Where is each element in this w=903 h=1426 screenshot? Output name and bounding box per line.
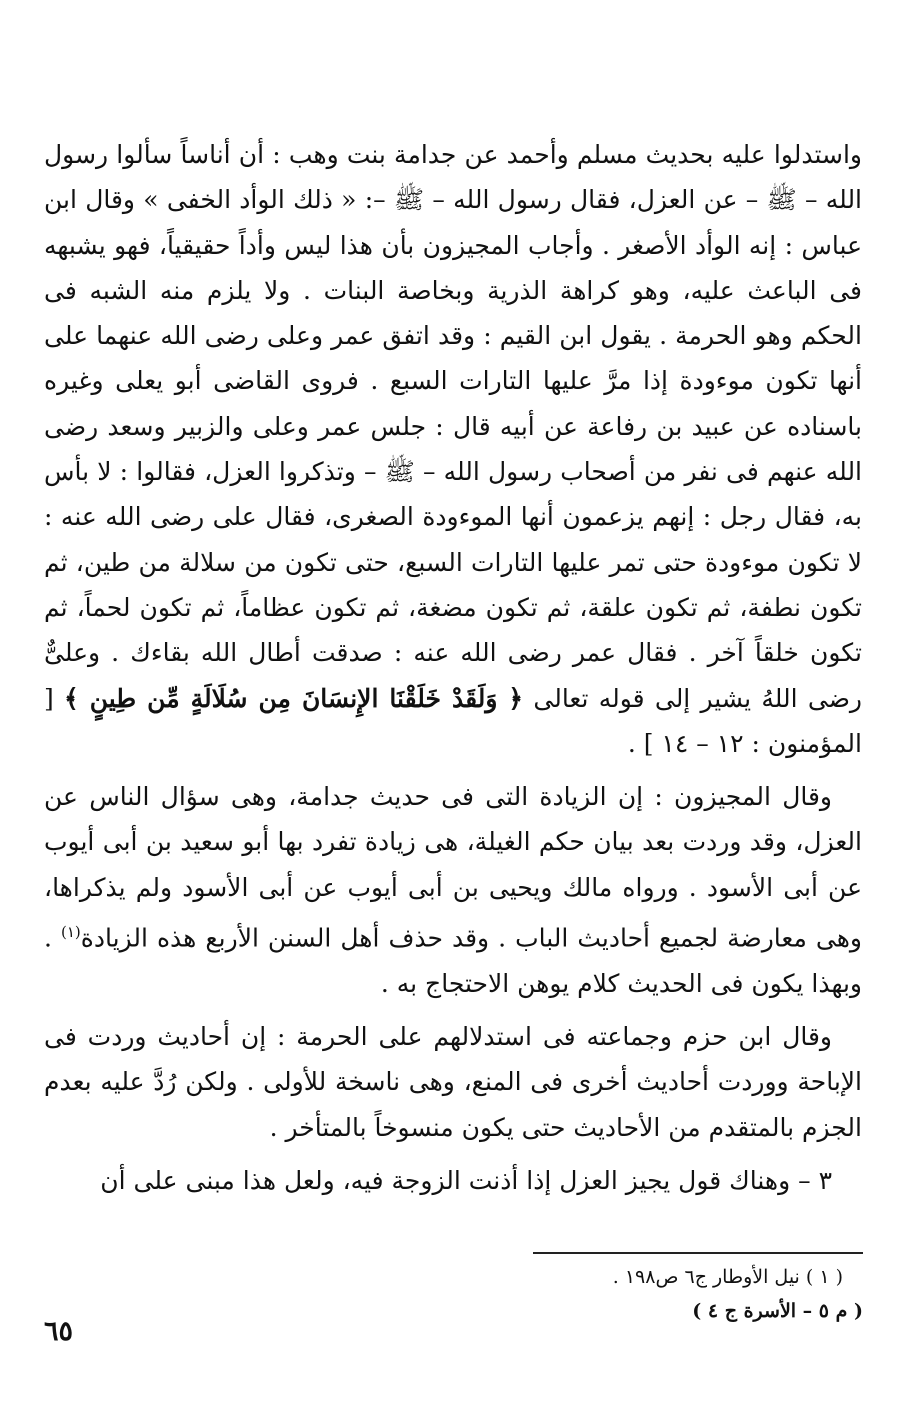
text-line: تكون لحماً، ثم تكون خلقاً آخر . فقال عمر رضى الله عنه : صدقت أطال الله (44, 592, 863, 668)
text-line: واستدلوا عليه بحديث مسلم وأحمد عن جدامة بنت وهب : أن أناساً سألوا (116, 140, 863, 169)
text-line: طين، ثم تكون نطفة، ثم تكون علقة، ثم تكون مضغة، ثم تكون عظاماً، ثم (44, 547, 862, 622)
text-line: . وبهذا يكون فى الحديث كلام يوهن الاحتجاج به . (44, 923, 862, 998)
quran-verse: ﴿ وَلَقَدْ خَلَقْنَا الإِنسَانَ مِن سُلَالَةٍ مِّن طِينٍ ﴾ (64, 683, 524, 713)
text-line: العزل، وقد وردت بعد بيان حكم الغيلة، هى زيادة تفرد بها أبو سعيد بن أبى (102, 827, 862, 857)
footnote-divider (533, 1252, 863, 1254)
text-line: يشبهه فى الباعث عليه، وهو كراهة الذرية وبخاصة البنات . ولا يلزم منه الشبه (44, 230, 862, 305)
paragraph-2 (44, 774, 862, 1006)
paragraph-1 (44, 132, 862, 766)
paragraph-3 (44, 1014, 862, 1150)
signature-mark: ( م ٥ – الأسرة ج ٤ ) (692, 1300, 863, 1322)
text-line: رسول الله – ﷺ – عن العزل، فقال رسول الله – ﷺ –: « ذلك الوأد الخفى » (44, 140, 863, 215)
text-line: وقال ابن حزم وجماعته فى استدلالهم على الحرمة : إن أحاديث وردت فى (44, 1021, 832, 1051)
text-line: فى الحكم وهو الحرمة . يقول ابن القيم : وقد اتفق عمر وعلى رضى الله عنهما (44, 275, 862, 351)
text-line: ٣ – وهناك قول يجيز العزل إذا أذنت الزوجة فيه، ولعل هذا مبنى على أن (100, 1165, 832, 1195)
text-line: عنه : لا تكون موءودة حتى تمر عليها التارات السبع، حتى تكون من سلالة من (44, 502, 862, 577)
page-number: ٦٥ (44, 1316, 74, 1347)
text-line: الإباحة ووردت أحاديث أخرى فى المنع، وهى ناسخة للأولى . ولكن رُدَّ عليه (100, 1067, 862, 1097)
footnote-marker[interactable]: (١) (60, 923, 81, 942)
text-line: وقال ابن عباس : إنه الوأد الأصغر . وأجاب المجيزون بأن هذا ليس وأداً حقيقياً، فهو (44, 185, 862, 260)
text-line: بعدم الجزم بالمتقدم من الأحاديث حتى يكون منسوخاً بالمتأخر . (44, 1067, 862, 1142)
text-line: بأس به، فقال رجل : إنهم يزعمون أنها الموءودة الصغرى، فقال على رضى الله (44, 457, 862, 532)
text-line: يذكراها، وهى معارضة لجميع أحاديث الباب . وقد حذف أهل السنن الأربع هذه (44, 872, 862, 953)
text-line: بقاءك . وعلىٌّ رضى اللهُ يشير إلى قوله تعالى (44, 638, 863, 713)
text-line: وقال المجيزون : إن الزيادة التى فى حديث جدامة، وهى سؤال الناس عن (44, 782, 832, 812)
text-line: الزيادة (80, 923, 148, 953)
text-line: وغيره باسناده عن عبيد بن رفاعة عن أبيه قال : جلس عمر وعلى والزبير وسعد (44, 366, 862, 441)
verse-reference: [ المؤمنون : ١٢ – ١٤ ] . (44, 683, 862, 758)
body-text (44, 132, 862, 1203)
text-line: أيوب عن أبى الأسود . ورواه مالك ويحيى بن أبى أيوب عن أبى الأسود ولم (44, 827, 863, 902)
text-line: رضى الله عنهم فى نفر من أصحاب رسول الله – ﷺ – وتذكروا العزل، فقالوا : لا (44, 411, 863, 487)
footnote: ( ١ ) نيل الأوطار ج٦ ص١٩٨ . (612, 1266, 843, 1288)
paragraph-4 (44, 1158, 862, 1203)
text-line: على أنها تكون موءودة إذا مرَّ عليها التارات السبع . فروى القاضى أبو يعلى (44, 321, 862, 396)
